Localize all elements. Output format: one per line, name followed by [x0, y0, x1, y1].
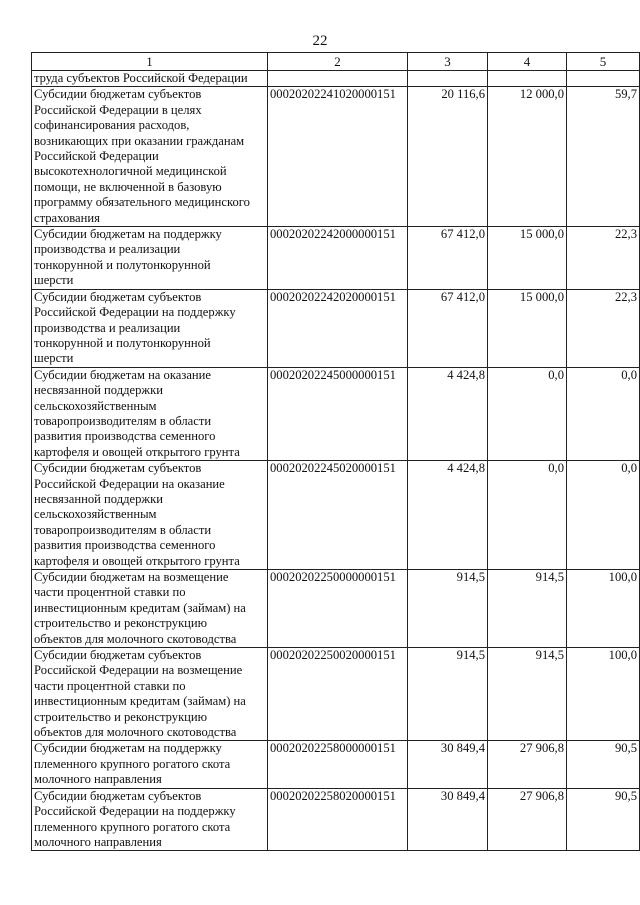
table-row	[32, 570, 640, 648]
description-line: части процентной ставки по	[34, 678, 186, 693]
row-value-col5: 59,7	[567, 87, 640, 227]
row-description	[32, 788, 268, 851]
row-description	[32, 227, 268, 290]
description-line: товаропроизводителям в области	[34, 413, 212, 428]
row-description	[32, 87, 268, 227]
table-row	[32, 289, 640, 367]
column-header: 1	[32, 53, 268, 71]
row-description	[32, 570, 268, 648]
row-value-col4	[488, 71, 567, 87]
row-description	[32, 367, 268, 460]
description-line: труда субъектов Российской Федерации	[34, 71, 248, 85]
row-code: 00020202242000000151	[268, 227, 408, 290]
description-line: возникающих при оказании гражданам	[34, 133, 245, 148]
description-line: Субсидии бюджетам на оказание	[34, 367, 211, 382]
description-line: строительство и реконструкцию	[34, 616, 208, 631]
description-line: сельскохозяйственным	[34, 398, 157, 413]
description-line: Субсидии бюджетам субъектов	[34, 788, 202, 803]
row-code: 00020202258020000151	[268, 788, 408, 851]
row-value-col5: 22,3	[567, 227, 640, 290]
description-line: тонкорунной и полутонкорунной	[34, 257, 211, 272]
table-row	[32, 71, 640, 87]
row-value-col4: 914,5	[488, 570, 567, 648]
description-line: Субсидии бюджетам субъектов	[34, 289, 202, 304]
row-value-col3: 914,5	[408, 570, 488, 648]
row-value-col5: 0,0	[567, 461, 640, 570]
description-line: Российской Федерации на оказание	[34, 476, 225, 491]
description-line: развития производства семенного	[34, 538, 216, 553]
row-value-col4: 27 906,8	[488, 741, 567, 788]
description-line: инвестиционным кредитам (займам) на	[34, 694, 246, 709]
description-line: объектов для молочного скотоводства	[34, 725, 237, 740]
column-header: 2	[268, 53, 408, 71]
description-line: инвестиционным кредитам (займам) на	[34, 600, 246, 615]
row-code: 00020202245020000151	[268, 461, 408, 570]
table-row	[32, 227, 640, 290]
row-value-col3: 4 424,8	[408, 367, 488, 460]
description-line: строительство и реконструкцию	[34, 709, 208, 724]
description-line: несвязанной поддержки	[34, 491, 163, 506]
description-line: Российской Федерации	[34, 149, 159, 164]
row-value-col5: 100,0	[567, 570, 640, 648]
row-value-col5: 100,0	[567, 648, 640, 741]
description-line: части процентной ставки по	[34, 585, 186, 600]
row-code: 00020202241020000151	[268, 87, 408, 227]
description-line: картофеля и овощей открытого грунта	[34, 553, 240, 568]
row-value-col5	[567, 71, 640, 87]
description-line: производства и реализации	[34, 242, 181, 257]
column-header: 3	[408, 53, 488, 71]
row-code: 00020202258000000151	[268, 741, 408, 788]
description-line: Субсидии бюджетам субъектов	[34, 648, 202, 663]
description-line: Субсидии бюджетам на поддержку	[34, 227, 222, 242]
description-line: помощи, не включенной в базовую	[34, 179, 222, 194]
row-value-col5: 90,5	[567, 741, 640, 788]
row-value-col5: 22,3	[567, 289, 640, 367]
description-line: несвязанной поддержки	[34, 383, 163, 398]
description-line: Российской Федерации на поддержку	[34, 305, 236, 320]
description-line: племенного крупного рогатого скота	[34, 819, 231, 834]
table-row	[32, 648, 640, 741]
row-value-col3: 67 412,0	[408, 227, 488, 290]
description-line: программу обязательного медицинского	[34, 195, 250, 210]
row-description	[32, 289, 268, 367]
column-header: 4	[488, 53, 567, 71]
description-line: страхования	[34, 210, 100, 225]
row-description	[32, 741, 268, 788]
description-line: шерсти	[34, 273, 74, 288]
table-row	[32, 461, 640, 570]
description-line: Российской Федерации на возмещение	[34, 663, 243, 678]
description-line: тонкорунной и полутонкорунной	[34, 335, 211, 350]
description-line: Субсидии бюджетам субъектов	[34, 87, 202, 102]
row-code: 00020202245000000151	[268, 367, 408, 460]
row-value-col5: 90,5	[567, 788, 640, 851]
row-value-col4: 0,0	[488, 461, 567, 570]
row-value-col3: 4 424,8	[408, 461, 488, 570]
description-line: объектов для молочного скотоводства	[34, 631, 237, 646]
row-value-col5: 0,0	[567, 367, 640, 460]
row-code: 00020202250000000151	[268, 570, 408, 648]
table-row	[32, 741, 640, 788]
description-line: молочного направления	[34, 772, 162, 787]
description-line: Российской Федерации на поддержку	[34, 804, 236, 819]
description-line: софинансирования расходов,	[34, 118, 190, 133]
row-code: 00020202242020000151	[268, 289, 408, 367]
row-value-col4: 12 000,0	[488, 87, 567, 227]
column-header: 5	[567, 53, 640, 71]
row-value-col3	[408, 71, 488, 87]
description-line: Российской Федерации в целях	[34, 102, 202, 117]
table-body	[32, 53, 640, 851]
description-line: племенного крупного рогатого скота	[34, 756, 231, 771]
row-code	[268, 71, 408, 87]
table-row	[32, 87, 640, 227]
description-line: Субсидии бюджетам субъектов	[34, 461, 202, 476]
row-value-col4: 15 000,0	[488, 227, 567, 290]
row-description	[32, 71, 268, 87]
row-value-col3: 20 116,6	[408, 87, 488, 227]
table-row	[32, 788, 640, 851]
description-line: картофеля и овощей открытого грунта	[34, 444, 240, 459]
row-value-col3: 67 412,0	[408, 289, 488, 367]
description-line: развития производства семенного	[34, 429, 216, 444]
row-code: 00020202250020000151	[268, 648, 408, 741]
budget-table	[31, 52, 640, 851]
row-value-col3: 914,5	[408, 648, 488, 741]
row-value-col4: 27 906,8	[488, 788, 567, 851]
description-line: молочного направления	[34, 834, 162, 849]
description-line: высокотехнологичной медицинской	[34, 164, 227, 179]
row-value-col3: 30 849,4	[408, 741, 488, 788]
description-line: шерсти	[34, 351, 74, 366]
description-line: Субсидии бюджетам на возмещение	[34, 570, 229, 584]
description-line: сельскохозяйственным	[34, 507, 157, 522]
description-line: производства и реализации	[34, 320, 181, 335]
page-number: 22	[312, 33, 328, 49]
column-header-row	[32, 53, 640, 71]
row-value-col4: 914,5	[488, 648, 567, 741]
row-value-col4: 15 000,0	[488, 289, 567, 367]
row-description	[32, 648, 268, 741]
row-description	[32, 461, 268, 570]
description-line: Субсидии бюджетам на поддержку	[34, 741, 222, 756]
row-value-col4: 0,0	[488, 367, 567, 460]
description-line: товаропроизводителям в области	[34, 522, 212, 537]
table-row	[32, 367, 640, 460]
row-value-col3: 30 849,4	[408, 788, 488, 851]
